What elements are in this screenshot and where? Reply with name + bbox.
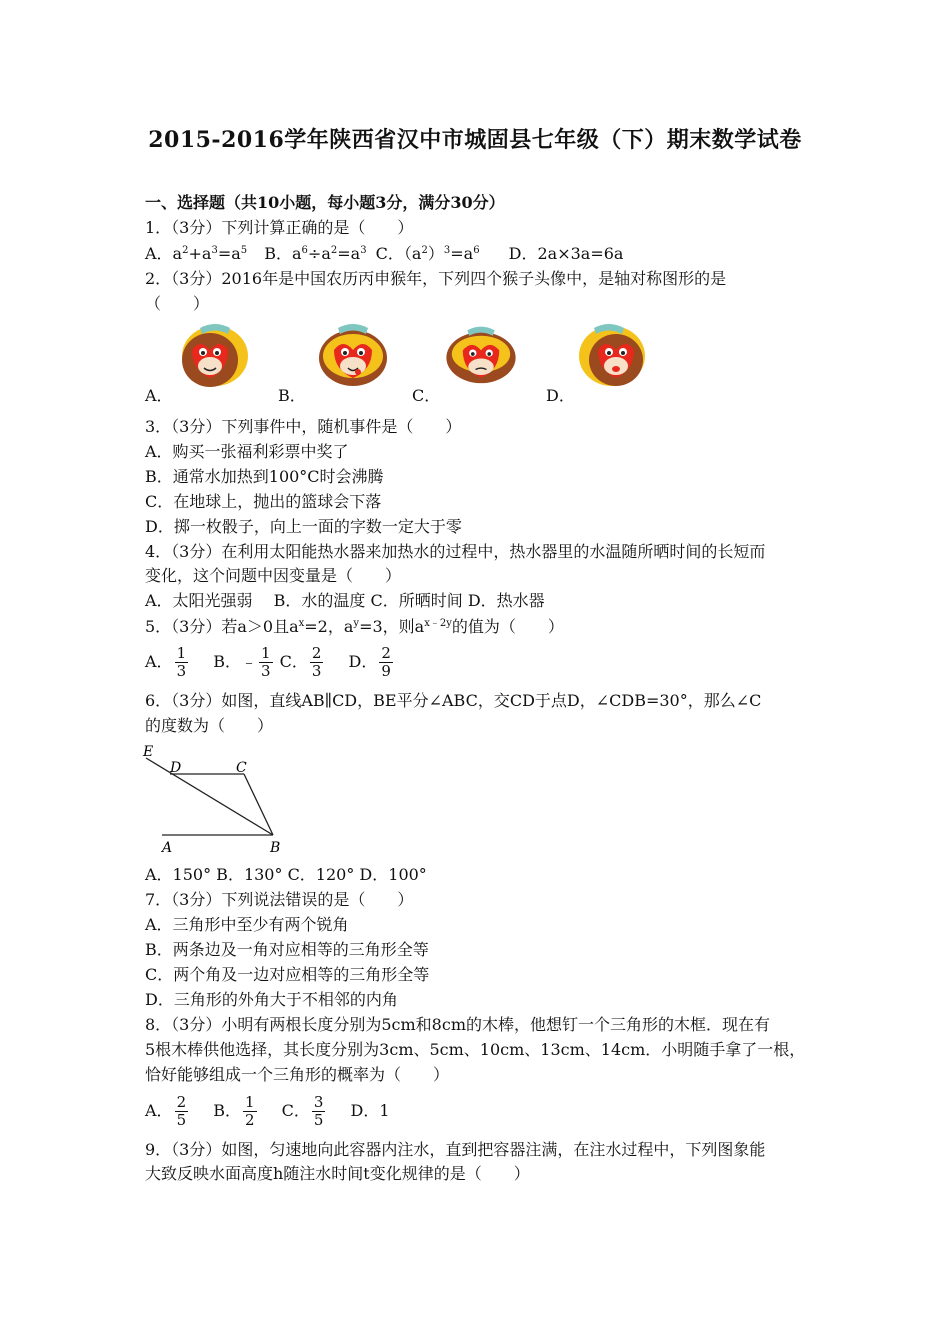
q5-frac-d: $\frac{2}{9}$ (381, 644, 391, 680)
q2-label-b: B． (278, 386, 306, 405)
q3-option-b: B．通常水加热到100°C时会沸腾 (145, 467, 384, 486)
q8-frac-b: $\frac{1}{2}$ (244, 1093, 255, 1129)
q5-stem: 5．（3分）若a＞0且$a^x=2$，$a^y=3$，则$a^{x﹣2y}$的值为（ ） (145, 617, 564, 636)
q7-option-d: D．三角形的外角大于不相邻的内角 (145, 990, 398, 1009)
q2-label-d: D． (546, 386, 575, 405)
q1-options: A．$a^2+a^3=a^5$ B．$a^6\div a^2=a^3$ C．$(a^2)^3=a^6$ D．2a×3a=6a (145, 244, 624, 263)
monkey-head-a-icon (170, 318, 252, 390)
q3-option-c: C．在地球上，抛出的篮球会下落 (145, 492, 382, 511)
q4-stem: 4．（3分）在利用太阳能热水器来加热水的过程中，热水器里的水温随所晒时间的长短而 (145, 542, 766, 561)
q5-frac-b: $\frac{1}{3}$ (260, 644, 271, 680)
monkey-head-c-icon (440, 318, 522, 390)
q5-options: A． $\frac{1}{3}$ B．﹣ $\frac{1}{3}$ C． $\frac{2}{3}$ D． $\frac{2}{9}$ (145, 644, 391, 680)
q2-stem: 2．（3分）2016年是中国农历丙申猴年，下列四个猴子头像中，是轴对称图形的是 (145, 269, 727, 288)
q8-frac-c: $\frac{3}{5}$ (313, 1093, 324, 1129)
q7-option-b: B．两条边及一角对应相等的三角形全等 (145, 940, 429, 959)
label-d: D (170, 760, 182, 776)
exam-title: 2015-2016学年陕西省汉中市城固县七年级（下）期末数学试卷 (148, 127, 802, 153)
q3-option-d: D．掷一枚骰子，向上一面的字数一定大于零 (145, 517, 462, 536)
q8-stem: 8．（3分）小明有两根长度分别为5cm和8cm的木棒，他想钉一个三角形的木框．现在有 (145, 1015, 770, 1034)
q2-label-c: C． (412, 386, 441, 405)
line-eb (146, 758, 273, 835)
q7-stem: 7．（3分）下列说法错误的是（ ） (145, 890, 414, 909)
q8-stem-cont2: 恰好能够组成一个三角形的概率为（ ） (145, 1065, 450, 1084)
q4-stem-cont: 变化，这个问题中因变量是（ ） (145, 566, 402, 585)
label-a: A (162, 840, 173, 856)
q9-stem: 9．（3分）如图，匀速地向此容器内注水，直到把容器注满，在注水过程中，下列图象能 (145, 1140, 766, 1159)
q6-geometry-figure (140, 742, 290, 857)
monkey-head-b-icon (312, 318, 394, 390)
q6-options: A．150° B．130° C．120° D．100° (145, 865, 427, 884)
monkey-head-d-icon (572, 318, 654, 390)
q4-options: A．太阳光强弱 B．水的温度 C．所晒时间 D．热水器 (145, 591, 545, 610)
q1-stem: 1．（3分）下列计算正确的是（ ） (145, 218, 414, 237)
q5-frac-c: $\frac{2}{3}$ (311, 644, 322, 680)
q7-option-c: C．两个角及一边对应相等的三角形全等 (145, 965, 430, 984)
q5-frac-a: $\frac{1}{3}$ (176, 644, 187, 680)
q9-stem-cont: 大致反映水面高度h随注水时间t变化规律的是（ ） (145, 1164, 530, 1183)
q8-options: A． $\frac{2}{5}$ B． $\frac{1}{2}$ C． $\frac{3}{5}$ D．1 (145, 1093, 390, 1129)
q8-stem-cont: 5根木棒供他选择，其长度分别为3cm、5cm、10cm、13cm、14cm．小明随手拿了一根， (145, 1040, 806, 1059)
section-heading: 一、选择题（共10小题，每小题3分，满分30分） (145, 193, 505, 212)
label-b: B (270, 840, 281, 856)
q2-stem-cont: （ ） (145, 294, 210, 313)
q6-stem: 6．（3分）如图，直线AB∥CD，BE平分∠ABC，交CD于点D，∠CDB=30°，那么∠C (145, 691, 762, 710)
q3-stem: 3．（3分）下列事件中，随机事件是（ ） (145, 417, 462, 436)
q6-stem-cont: 的度数为（ ） (145, 716, 274, 735)
label-c: C (236, 760, 247, 776)
q2-label-a: A． (145, 386, 173, 405)
q7-option-a: A．三角形中至少有两个锐角 (145, 915, 349, 934)
q3-option-a: A．购买一张福利彩票中奖了 (145, 442, 349, 461)
label-e: E (143, 744, 154, 760)
q8-frac-a: $\frac{2}{5}$ (176, 1093, 187, 1129)
